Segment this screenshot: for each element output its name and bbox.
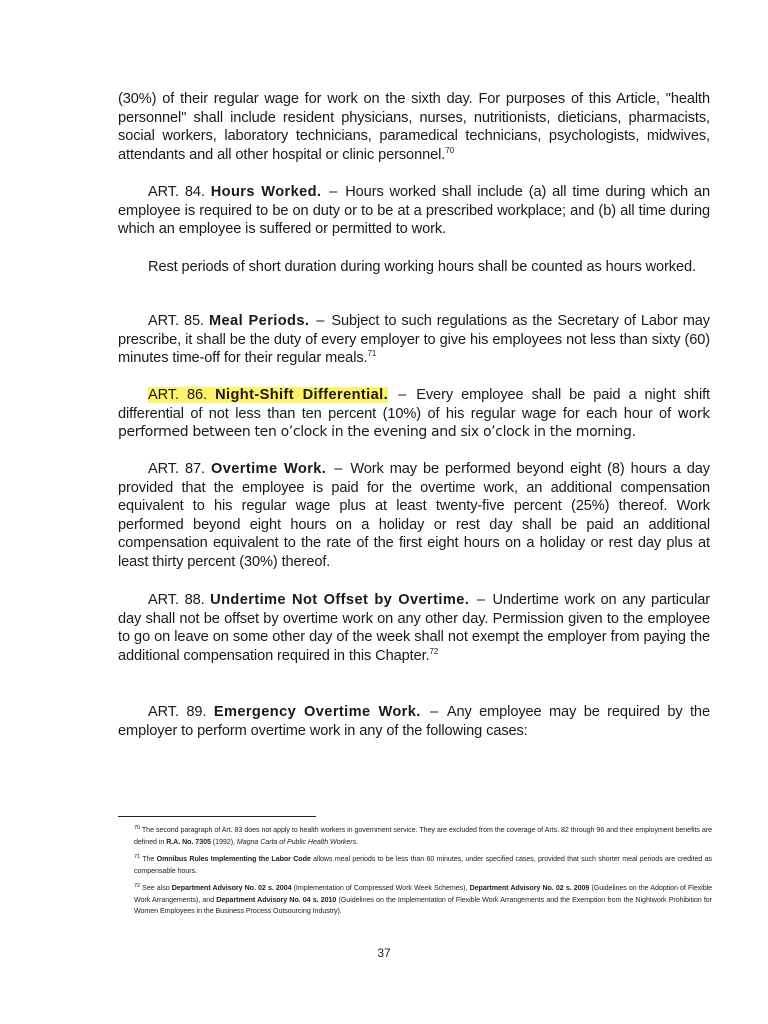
footnote-text: The second paragraph of Art. 83 does not apply to health workers in government service. They are excluded from the coverage of Arts. 82 through 96 and their employment benefits are defined in	[134, 826, 713, 846]
article-body: Any employee may be required by the employer to perform overtime work in any of the following cases:	[118, 704, 710, 739]
article-title: Night-Shift Differential.	[215, 387, 389, 403]
article-title: Emergency Overtime Work.	[213, 704, 421, 720]
article-body-alt-font: work performed between ten o’clock in the evening and six o’clock in the morning.	[118, 405, 710, 441]
article-body: Undertime work on any particular day shall not be offset by overtime work on any other day. Permission given to the employee to go on leave on some other day of the week shall not exempt the employer from paying the additional compensation required in this Chapter.	[118, 592, 710, 664]
article-number: ART. 84.	[148, 184, 205, 200]
article-number: ART. 89.	[148, 704, 207, 720]
footnote-separator	[118, 816, 316, 817]
footnote-citation: Department Advisory No. 04 s. 2010	[216, 895, 337, 904]
footnote-71	[118, 854, 712, 877]
footnote-text: allows meal periods to be less than 60 minutes, under specified cases, provided that such shorter meal periods are credited as compensable hours.	[134, 855, 713, 875]
em-dash: –	[398, 387, 407, 403]
paragraph-rest-periods	[118, 258, 710, 277]
article-88	[118, 591, 710, 665]
article-87	[118, 460, 710, 572]
footnote-text: The	[142, 855, 155, 863]
article-86	[118, 386, 710, 442]
article-title: Meal Periods.	[208, 313, 310, 329]
article-number: ART. 87.	[148, 461, 205, 477]
em-dash: –	[334, 461, 343, 477]
article-number: ART. 86.	[148, 387, 207, 403]
footnote-text: (Implementation of Compressed Work Week Schemes),	[293, 884, 468, 892]
paragraph-health-personnel	[118, 90, 710, 164]
article-title: Undertime Not Offset by Overtime.	[210, 592, 470, 608]
footnote-citation: R.A. No. 7305	[166, 837, 211, 846]
article-title: Hours Worked.	[210, 184, 322, 200]
footnote-text: (Guidelines on the Implementation of Flexible Work Arrangements and the Exemption from the Nightwork Prohibition for Women Employees in the Business Process Outsourcing Industry).	[134, 895, 713, 915]
footnote-text: .	[356, 837, 359, 846]
paragraph-text: Rest periods of short duration during working hours shall be counted as hours worked.	[148, 259, 696, 275]
em-dash: –	[316, 313, 325, 329]
paragraph-text: (30%) of their regular wage for work on the sixth day. For purposes of this Article, "health personnel" shall include resident physicians, nurses, nutritionists, dieticians, pharmacists, social workers, laboratory technicians, paramedical technicians, psychologists, midwives, attendants and all other hospital or clinic personnel.	[118, 91, 710, 163]
article-title: Overtime Work.	[210, 461, 327, 477]
footnote-number: 70	[134, 825, 141, 831]
article-body: Every employee shall be paid a night shift differential of not less than ten percent (10%) of his regular wage for each hour of	[118, 387, 710, 422]
footnote-72	[118, 883, 712, 918]
footnote-ref-71[interactable]: 71	[367, 349, 377, 359]
footnote-text: (1992),	[212, 837, 235, 846]
footnote-citation: Department Advisory No. 02 s. 2009	[469, 884, 590, 892]
article-body: Work may be performed beyond eight (8) hours a day provided that the employee is paid for the overtime work, an additional compensation equivalent to his regular wage plus at least twenty-five percent (25%) thereof. Work performed beyond eight hours on a holiday or rest day shall be paid an additional compensation equivalent to the rate of the first eight hours on a holiday or rest day plus at least thirty percent (30%) thereof.	[118, 461, 710, 570]
footnote-number: 72	[134, 883, 141, 889]
footnote-ref-72[interactable]: 72	[429, 646, 439, 656]
footnote-ref-70[interactable]: 70	[445, 145, 454, 155]
em-dash: –	[476, 592, 485, 608]
footnote-text: (Guidelines on the Adoption of Flexible Work Arrangements), and	[134, 884, 713, 904]
highlighted-article-heading	[148, 387, 388, 403]
em-dash: –	[430, 704, 439, 720]
article-85	[118, 312, 710, 368]
page-number: 37	[377, 946, 391, 960]
footnote-italic-title: Magna Carta of Public Health Workers	[236, 837, 357, 846]
article-number: ART. 85.	[148, 313, 204, 329]
article-body: Hours worked shall include (a) all time during which an employee is required to be on duty or to be at a prescribed workplace; and (b) all time during which an employee is suffered or permitted to work.	[118, 184, 710, 238]
footnote-citation: Omnibus Rules Implementing the Labor Code	[156, 855, 311, 863]
footnote-text: See also	[142, 884, 170, 892]
footnote-70	[118, 825, 712, 848]
footnote-citation: Department Advisory No. 02 s. 2004	[171, 884, 292, 892]
em-dash: –	[329, 184, 338, 200]
article-body: Subject to such regulations as the Secretary of Labor may prescribe, it shall be the duty of every employer to give his employees not less than sixty (60) minutes time-off for their regular meals.	[118, 313, 710, 367]
article-89	[118, 703, 710, 740]
article-number: ART. 88.	[148, 592, 205, 608]
article-84	[118, 183, 710, 239]
footnote-number: 71	[134, 854, 141, 860]
